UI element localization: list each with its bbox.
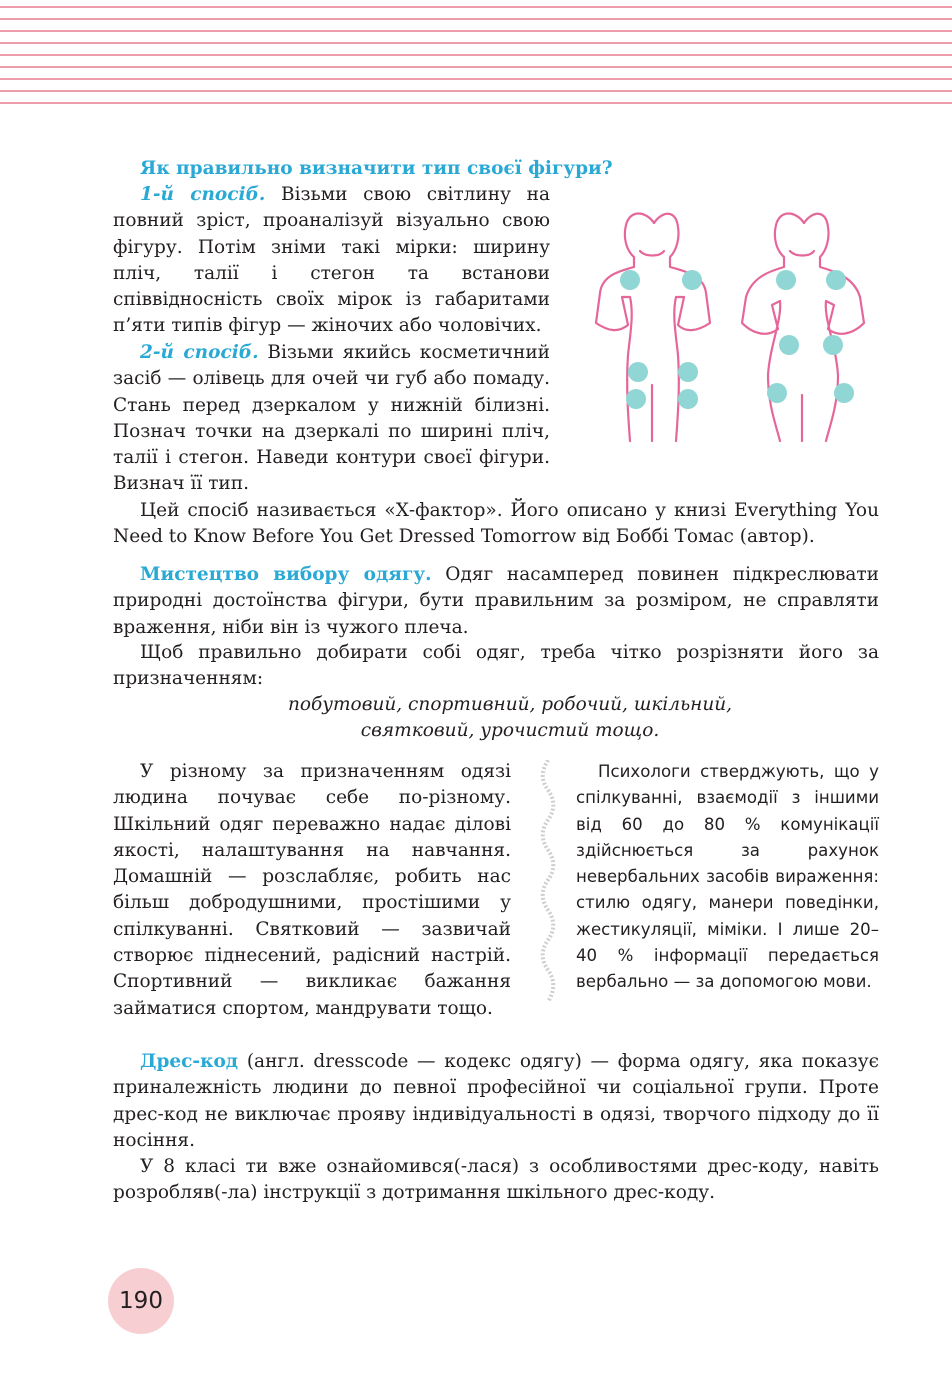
xfactor-paragraph: Цей спосіб називається «Х-фактор». Його описано у книзі Everything You Need to Know Before You Get Dressed Tomorrow від Боббі Томас (автор). [113, 500, 879, 548]
method1-paragraph [113, 182, 550, 340]
method2-text: Візьми якийсь косметичний засіб — олівець для очей чи губ або помаду. Стань перед дзеркалом у нижній білизні. Познач точки на дзеркалі по ширині пліч, талії і стегон. Наведи контури своєї фігури. Визнач її тип. [113, 342, 550, 495]
marker-dot [834, 383, 854, 403]
art-paragraph [113, 562, 879, 641]
grade8-paragraph: У 8 класі ти вже ознайомився(-лася) з особливостями дрес-коду, навіть розробляв(-ла) інструкції з дотримання шкільного дрес-коду. [113, 1156, 879, 1204]
body-figures-illustration [590, 205, 875, 450]
feelings-paragraph: У різному за призначенням одязі людина почуває себе по-різному. Шкільний одяг переважно надає ділові якості, налаштування на навчання. Домашній — розслабляє, робить нас більш добродушними, простішими у спілкуванні. Святковий — зазвичай створює піднесений, радісний настрій. Спортивний — викликає бажання займатися спортом, мандрувати тощо. [113, 761, 511, 1019]
marker-dot [620, 270, 640, 290]
page-number: 190 [119, 1288, 163, 1314]
marker-dot [682, 270, 702, 290]
psychologists-paragraph: Психологи стверджують, що у спілкуванні, взаємодії з іншими від 60 до 80 % комунікації здійснюється за рахунок невербальних засобів вираження: стилю одягу, манери поведінки, жестикуляції, міміки. І лише 20–40 % інформації передається вербально — за допомогою мови. [576, 762, 879, 992]
wavy-divider [537, 760, 559, 1005]
marker-dot [779, 335, 799, 355]
marker-dot [823, 335, 843, 355]
purpose-list-line1: побутовий, спортивний, робочий, шкільний, [287, 694, 733, 715]
art-text: Одяг насамперед повинен підкреслювати природні достоїнства фігури, бути правильним за розміром, не справляти враження, ніби він із чужого плеча. [113, 564, 879, 638]
method2-label: 2-й спосіб. [140, 342, 259, 363]
art-label: Мистецтво вибору одягу. [140, 564, 432, 585]
page-number-badge [108, 1268, 174, 1334]
purpose-list [140, 692, 880, 745]
dresscode-paragraph [113, 1049, 879, 1154]
marker-dot [678, 389, 698, 409]
header-stripes [0, 0, 952, 110]
purpose-paragraph: Щоб правильно добирати собі одяг, треба чітко розрізняти його за призначенням: [113, 642, 879, 690]
figure-right-outline [742, 214, 864, 442]
marker-dot [776, 270, 796, 290]
dresscode-text: (англ. dresscode — кодекс одягу) — форма одягу, яка показує приналежність людини до певної професійної чи соціальної групи. Проте дрес-код не виключає прояву індивідуальності в одязі, творчого підходу до її носіння. [113, 1051, 879, 1151]
method1-label: 1-й спосіб. [140, 184, 266, 205]
dresscode-label: Дрес-код [140, 1051, 239, 1072]
purpose-list-line2: святковий, урочистий тощо. [360, 720, 660, 742]
section-title: Як правильно визначити тип своєї фігури? [140, 158, 613, 179]
marker-dot [678, 362, 698, 382]
method1-text: Візьми свою світлину на повний зріст, проаналізуй візуально свою фігуру. Потім зніми такі мірки: ширину пліч, талії і стегон та встанови співвідносність своїх мірок із габаритами п’яти типів фігур — жіночих або чоловічих. [113, 184, 550, 337]
method2-paragraph [113, 340, 550, 498]
marker-dot [767, 383, 787, 403]
marker-dot [826, 270, 846, 290]
marker-dot [628, 362, 648, 382]
marker-dot [626, 389, 646, 409]
